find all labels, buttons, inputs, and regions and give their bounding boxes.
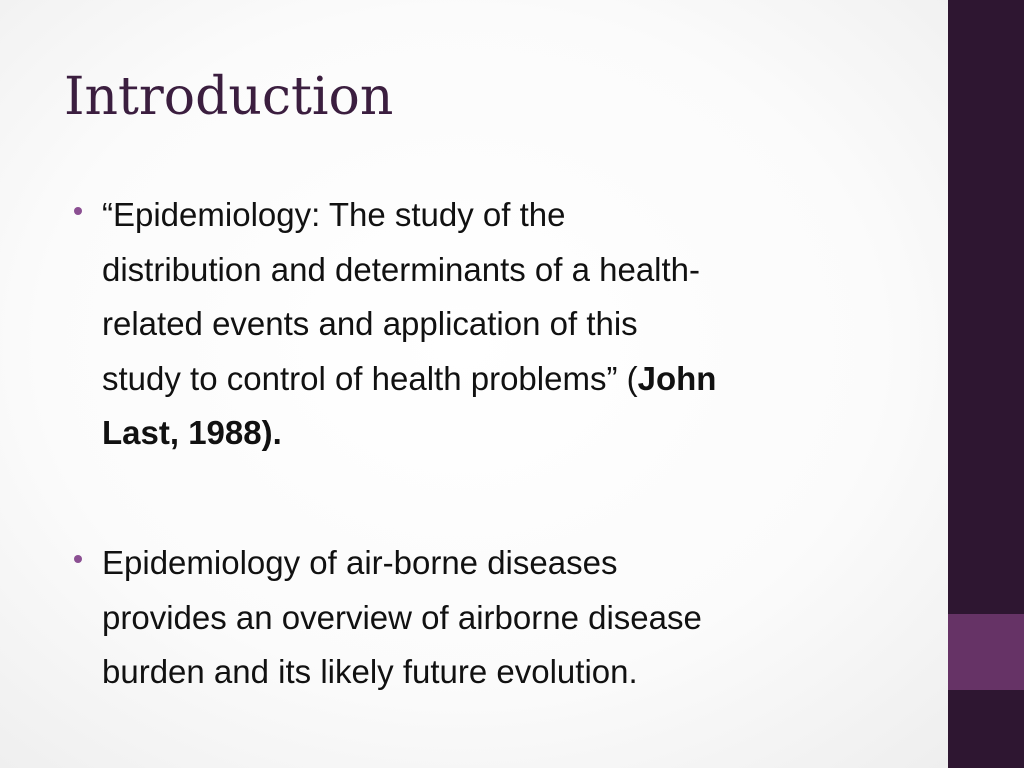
sidebar-decoration [948, 0, 1024, 768]
bullet-text [102, 188, 892, 461]
slide-title: Introduction [64, 67, 394, 127]
citation-author-first: John [637, 359, 717, 397]
bullet-text [102, 536, 892, 700]
bullet-dot-icon [74, 207, 82, 215]
sidebar-accent-block [948, 614, 1024, 690]
bullet-line-text: study to control of health problems” ( [102, 359, 638, 397]
bullet-dot-icon [74, 555, 82, 563]
bullet-line: “Epidemiology: The study of the [102, 196, 566, 233]
bullet-line: burden and its likely future evolution. [102, 653, 638, 690]
bullet-line: distribution and determinants of a health- [102, 250, 701, 288]
bullet-line: provides an overview of airborne disease [102, 598, 702, 636]
citation-author-rest: Last, 1988). [102, 414, 282, 451]
bullet-line-with-citation [102, 352, 892, 407]
bullet-line: Epidemiology of air-borne diseases [102, 544, 618, 581]
bullet-line: related events and application of this [102, 305, 638, 342]
